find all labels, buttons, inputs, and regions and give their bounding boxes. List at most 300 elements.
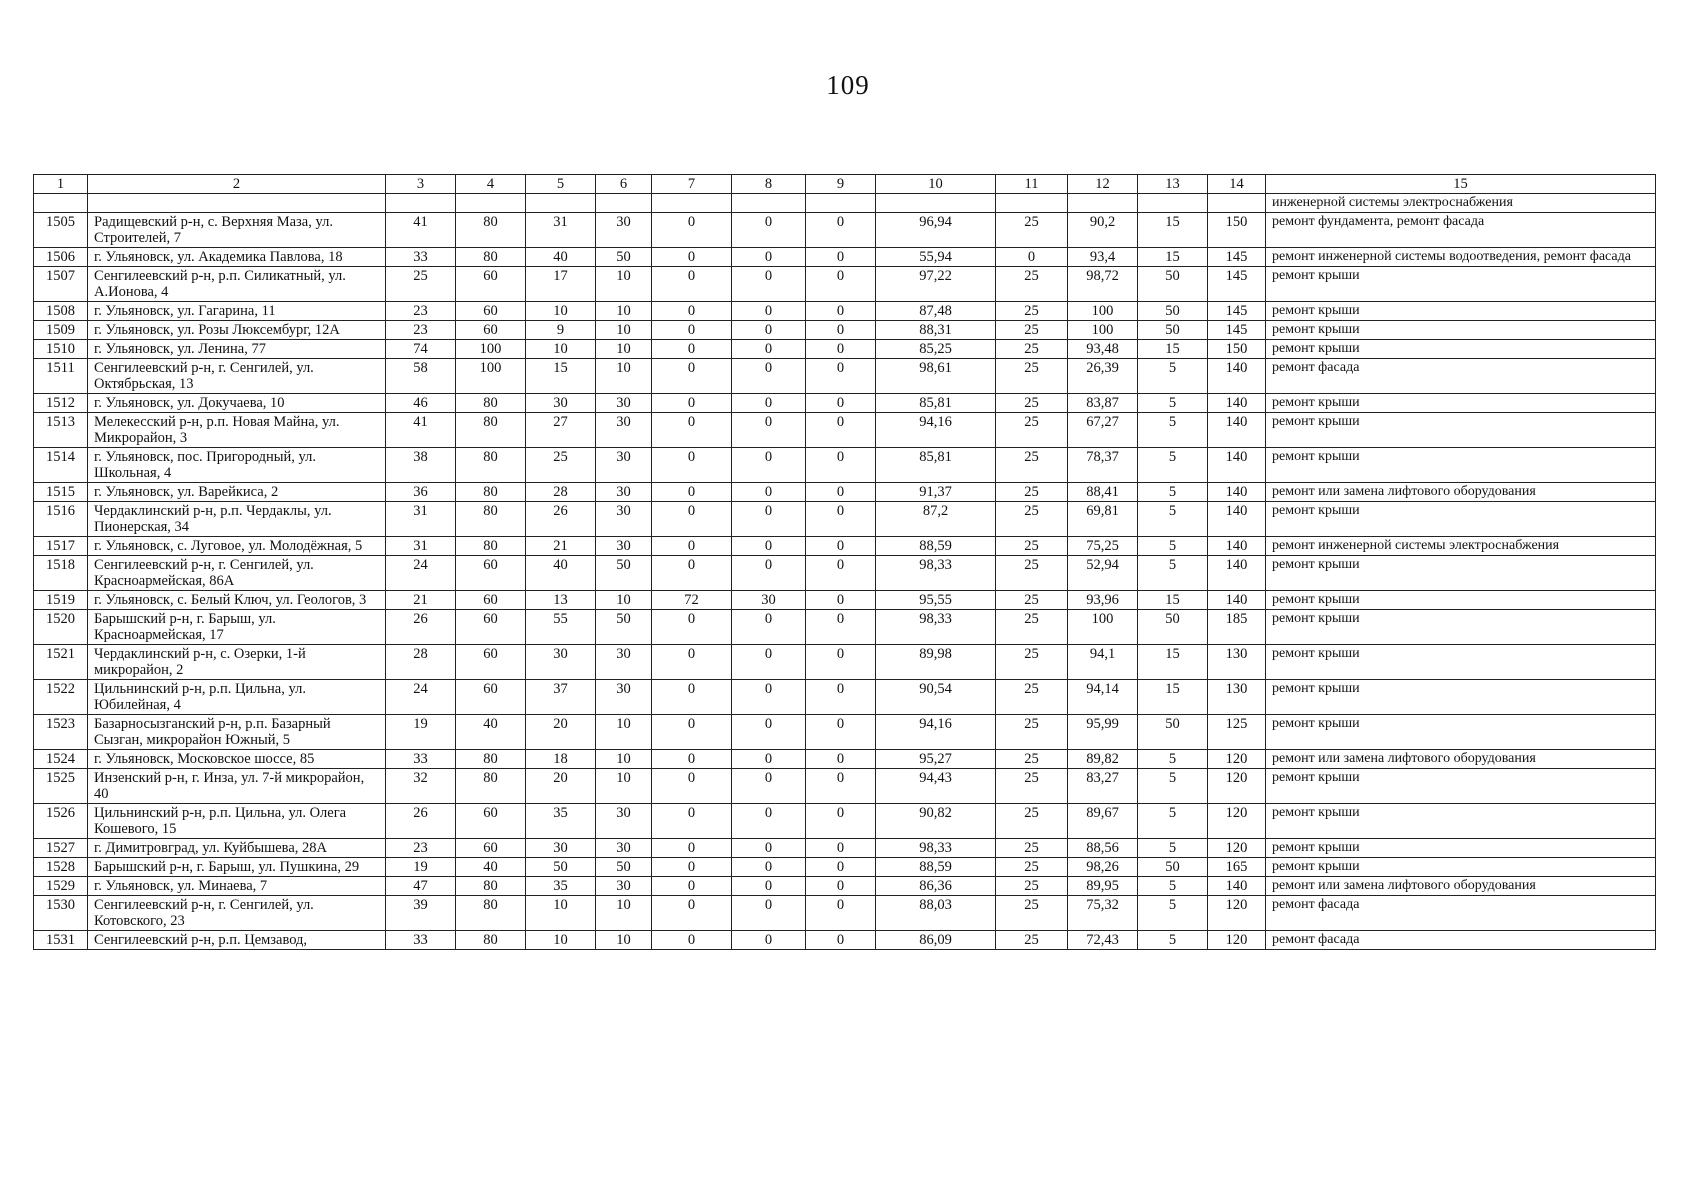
- table-cell: 5: [1138, 537, 1208, 556]
- table-cell: 60: [456, 610, 526, 645]
- table-cell: 0: [652, 359, 732, 394]
- table-cell: ремонт фундамента, ремонт фасада: [1266, 213, 1656, 248]
- table-cell: 10: [596, 931, 652, 950]
- table-cell: 1525: [34, 769, 88, 804]
- table-cell: 10: [596, 267, 652, 302]
- column-header-row: [34, 175, 1656, 194]
- table-cell: 0: [732, 804, 806, 839]
- table-cell: 33: [386, 248, 456, 267]
- table-cell: 100: [1068, 321, 1138, 340]
- table-cell: [88, 194, 386, 213]
- table-cell: 1526: [34, 804, 88, 839]
- table-cell: Сенгилеевский р-н, г. Сенгилей, ул. Красноармейская, 86А: [88, 556, 386, 591]
- table-cell: 1512: [34, 394, 88, 413]
- table-cell: [732, 194, 806, 213]
- table-row: [34, 248, 1656, 267]
- table-cell: 32: [386, 769, 456, 804]
- table-cell: 90,2: [1068, 213, 1138, 248]
- table-cell: 30: [732, 591, 806, 610]
- table-cell: г. Ульяновск, ул. Докучаева, 10: [88, 394, 386, 413]
- table-cell: ремонт крыши: [1266, 591, 1656, 610]
- table-cell: ремонт крыши: [1266, 556, 1656, 591]
- table-cell: 83,27: [1068, 769, 1138, 804]
- table-cell: 15: [1138, 645, 1208, 680]
- table-cell: 98,61: [876, 359, 996, 394]
- table-cell: 88,31: [876, 321, 996, 340]
- table-cell: 25: [996, 413, 1068, 448]
- table-cell: 30: [596, 839, 652, 858]
- table-cell: 19: [386, 715, 456, 750]
- table-cell: 58: [386, 359, 456, 394]
- table-cell: 0: [806, 321, 876, 340]
- table-cell: 95,99: [1068, 715, 1138, 750]
- table-cell: 0: [652, 804, 732, 839]
- table-cell: 0: [806, 839, 876, 858]
- table-cell: 60: [456, 556, 526, 591]
- table-cell: 10: [526, 931, 596, 950]
- table-cell: 0: [806, 267, 876, 302]
- table-cell: 91,37: [876, 483, 996, 502]
- table-cell: 23: [386, 839, 456, 858]
- table-cell: Сенгилеевский р-н, г. Сенгилей, ул. Октябрьская, 13: [88, 359, 386, 394]
- table-cell: 21: [386, 591, 456, 610]
- table-cell: 10: [596, 896, 652, 931]
- table-cell: 0: [652, 839, 732, 858]
- table-cell: 0: [732, 931, 806, 950]
- table-row: [34, 213, 1656, 248]
- table-cell: 140: [1208, 448, 1266, 483]
- table-cell: 80: [456, 248, 526, 267]
- table-cell: 25: [996, 680, 1068, 715]
- table-cell: 50: [1138, 267, 1208, 302]
- table-cell: 0: [732, 213, 806, 248]
- column-header: 12: [1068, 175, 1138, 194]
- table-cell: 41: [386, 413, 456, 448]
- table-cell: 140: [1208, 556, 1266, 591]
- table-cell: 1508: [34, 302, 88, 321]
- table-cell: 36: [386, 483, 456, 502]
- table-cell: 0: [652, 537, 732, 556]
- table-cell: 25: [996, 804, 1068, 839]
- table-cell: ремонт крыши: [1266, 302, 1656, 321]
- table-cell: 0: [732, 715, 806, 750]
- table-row: [34, 877, 1656, 896]
- table-cell: 5: [1138, 413, 1208, 448]
- table-cell: 5: [1138, 804, 1208, 839]
- table-cell: 80: [456, 448, 526, 483]
- table-cell: 5: [1138, 502, 1208, 537]
- table-cell: 130: [1208, 645, 1266, 680]
- table-cell: [526, 194, 596, 213]
- table-cell: 0: [806, 680, 876, 715]
- table-cell: Чердаклинский р-н, р.п. Чердаклы, ул. Пионерская, 34: [88, 502, 386, 537]
- table-cell: 0: [806, 359, 876, 394]
- table-cell: 0: [732, 877, 806, 896]
- table-cell: 38: [386, 448, 456, 483]
- table-cell: Барышский р-н, г. Барыш, ул. Пушкина, 29: [88, 858, 386, 877]
- table-cell: 72,43: [1068, 931, 1138, 950]
- table-cell: 10: [596, 321, 652, 340]
- table-cell: 0: [652, 680, 732, 715]
- table-cell: 86,09: [876, 931, 996, 950]
- table-cell: 90,54: [876, 680, 996, 715]
- table-cell: г. Ульяновск, ул. Розы Люксембург, 12А: [88, 321, 386, 340]
- table-cell: 0: [732, 359, 806, 394]
- table-cell: 25: [386, 267, 456, 302]
- table-cell: 98,26: [1068, 858, 1138, 877]
- table-cell: 25: [526, 448, 596, 483]
- table-cell: 80: [456, 877, 526, 896]
- table-cell: 0: [806, 556, 876, 591]
- table-cell: 0: [652, 413, 732, 448]
- table-cell: 30: [596, 483, 652, 502]
- table-cell: 1521: [34, 645, 88, 680]
- table-cell: 31: [386, 502, 456, 537]
- table-cell: 0: [996, 248, 1068, 267]
- table-cell: 98,33: [876, 839, 996, 858]
- table-cell: 120: [1208, 804, 1266, 839]
- table-cell: 1507: [34, 267, 88, 302]
- table-cell: 0: [806, 502, 876, 537]
- table-cell: 31: [386, 537, 456, 556]
- table-cell: 0: [732, 858, 806, 877]
- table-cell: 9: [526, 321, 596, 340]
- table-cell: 94,16: [876, 413, 996, 448]
- table-cell: 30: [596, 680, 652, 715]
- table-cell: 0: [806, 896, 876, 931]
- table-cell: 86,36: [876, 877, 996, 896]
- table-cell: 140: [1208, 359, 1266, 394]
- table-cell: 40: [456, 715, 526, 750]
- table-cell: 27: [526, 413, 596, 448]
- table-cell: 1509: [34, 321, 88, 340]
- table-cell: 25: [996, 267, 1068, 302]
- table-cell: 10: [526, 896, 596, 931]
- table-cell: [996, 194, 1068, 213]
- table-cell: 0: [652, 769, 732, 804]
- table-cell: 25: [996, 556, 1068, 591]
- table-cell: 94,1: [1068, 645, 1138, 680]
- table-cell: 0: [652, 248, 732, 267]
- table-cell: 18: [526, 750, 596, 769]
- table-cell: 24: [386, 556, 456, 591]
- table-cell: 0: [652, 645, 732, 680]
- table-cell: 94,43: [876, 769, 996, 804]
- table-cell: 23: [386, 321, 456, 340]
- table-cell: 1519: [34, 591, 88, 610]
- table-cell: 98,33: [876, 556, 996, 591]
- table-cell: 145: [1208, 267, 1266, 302]
- table-cell: 50: [596, 556, 652, 591]
- table-cell: 93,4: [1068, 248, 1138, 267]
- table-cell: 0: [806, 537, 876, 556]
- table-cell: 35: [526, 804, 596, 839]
- table-cell: 5: [1138, 359, 1208, 394]
- table-cell: 25: [996, 896, 1068, 931]
- table-cell: 0: [732, 394, 806, 413]
- table-cell: 33: [386, 931, 456, 950]
- table-row: [34, 359, 1656, 394]
- table-cell: 80: [456, 483, 526, 502]
- table-cell: 0: [732, 610, 806, 645]
- table-cell: 80: [456, 931, 526, 950]
- table-cell: 20: [526, 715, 596, 750]
- table-cell: 85,81: [876, 394, 996, 413]
- table-cell: ремонт крыши: [1266, 645, 1656, 680]
- table-cell: 25: [996, 213, 1068, 248]
- table-cell: 15: [1138, 248, 1208, 267]
- table-cell: 80: [456, 213, 526, 248]
- table-cell: 60: [456, 839, 526, 858]
- table-cell: 0: [652, 321, 732, 340]
- table-cell: [1068, 194, 1138, 213]
- table-cell: г. Ульяновск, с. Луговое, ул. Молодёжная, 5: [88, 537, 386, 556]
- table-cell: [806, 194, 876, 213]
- table-row: [34, 267, 1656, 302]
- table-cell: 30: [596, 448, 652, 483]
- table-cell: г. Димитровград, ул. Куйбышева, 28А: [88, 839, 386, 858]
- table-cell: ремонт крыши: [1266, 321, 1656, 340]
- table-cell: г. Ульяновск, Московское шоссе, 85: [88, 750, 386, 769]
- continuation-row: [34, 194, 1656, 213]
- column-header: 8: [732, 175, 806, 194]
- table-cell: 0: [652, 448, 732, 483]
- table-body: [34, 175, 1656, 950]
- table-cell: 87,2: [876, 502, 996, 537]
- table-cell: 50: [1138, 302, 1208, 321]
- table-row: [34, 502, 1656, 537]
- table-cell: 0: [806, 858, 876, 877]
- column-header: 7: [652, 175, 732, 194]
- table-cell: 88,59: [876, 858, 996, 877]
- table-cell: Радищевский р-н, с. Верхняя Маза, ул. Строителей, 7: [88, 213, 386, 248]
- table-cell: 30: [596, 213, 652, 248]
- table-cell: 80: [456, 394, 526, 413]
- table-cell: 165: [1208, 858, 1266, 877]
- table-cell: 60: [456, 804, 526, 839]
- table-cell: 10: [596, 769, 652, 804]
- table-row: [34, 591, 1656, 610]
- register-table: [33, 174, 1656, 950]
- table-cell: 1520: [34, 610, 88, 645]
- table-cell: 25: [996, 610, 1068, 645]
- column-header: 1: [34, 175, 88, 194]
- table-cell: 89,82: [1068, 750, 1138, 769]
- table-cell: 75,25: [1068, 537, 1138, 556]
- table-cell: 1518: [34, 556, 88, 591]
- column-header: 4: [456, 175, 526, 194]
- table-cell: 0: [806, 483, 876, 502]
- table-cell: 60: [456, 591, 526, 610]
- column-header: 13: [1138, 175, 1208, 194]
- table-cell: 50: [1138, 715, 1208, 750]
- table-cell: 0: [806, 591, 876, 610]
- table-cell: 5: [1138, 896, 1208, 931]
- table-cell: ремонт или замена лифтового оборудования: [1266, 483, 1656, 502]
- table-cell: 140: [1208, 502, 1266, 537]
- table-cell: 93,48: [1068, 340, 1138, 359]
- table-cell: [34, 194, 88, 213]
- table-cell: 25: [996, 769, 1068, 804]
- table-cell: ремонт крыши: [1266, 769, 1656, 804]
- table-cell: 120: [1208, 896, 1266, 931]
- table-cell: 60: [456, 680, 526, 715]
- table-cell: ремонт или замена лифтового оборудования: [1266, 877, 1656, 896]
- table-row: [34, 769, 1656, 804]
- table-cell: 21: [526, 537, 596, 556]
- table-row: [34, 537, 1656, 556]
- table-cell: [1208, 194, 1266, 213]
- table-cell: 0: [806, 750, 876, 769]
- table-cell: 1510: [34, 340, 88, 359]
- table-cell: 1513: [34, 413, 88, 448]
- table-row: [34, 715, 1656, 750]
- table-cell: 0: [732, 645, 806, 680]
- table-cell: 0: [806, 394, 876, 413]
- table-cell: 0: [806, 302, 876, 321]
- table-cell: 1515: [34, 483, 88, 502]
- table-cell: 0: [652, 302, 732, 321]
- table-cell: ремонт крыши: [1266, 680, 1656, 715]
- table-row: [34, 448, 1656, 483]
- table-cell: г. Ульяновск, ул. Минаева, 7: [88, 877, 386, 896]
- table-cell: 78,37: [1068, 448, 1138, 483]
- table-cell: 5: [1138, 483, 1208, 502]
- table-cell: 88,56: [1068, 839, 1138, 858]
- table-cell: 0: [806, 448, 876, 483]
- table-cell: 5: [1138, 931, 1208, 950]
- table-cell: ремонт инженерной системы электроснабжения: [1266, 537, 1656, 556]
- table-cell: 55,94: [876, 248, 996, 267]
- table-cell: 130: [1208, 680, 1266, 715]
- table-cell: 25: [996, 931, 1068, 950]
- table-cell: 1516: [34, 502, 88, 537]
- table-cell: 0: [652, 858, 732, 877]
- table-row: [34, 302, 1656, 321]
- table-cell: 30: [596, 413, 652, 448]
- table-cell: 15: [1138, 340, 1208, 359]
- table-row: [34, 750, 1656, 769]
- table-cell: 55: [526, 610, 596, 645]
- table-cell: 145: [1208, 321, 1266, 340]
- table-cell: 47: [386, 877, 456, 896]
- table-cell: 1529: [34, 877, 88, 896]
- column-header: 3: [386, 175, 456, 194]
- table-cell: Сенгилеевский р-н, г. Сенгилей, ул. Котовского, 23: [88, 896, 386, 931]
- table-cell: 95,55: [876, 591, 996, 610]
- table-cell: ремонт крыши: [1266, 340, 1656, 359]
- table-cell: 0: [652, 394, 732, 413]
- table-cell: 25: [996, 502, 1068, 537]
- table-cell: 95,27: [876, 750, 996, 769]
- table-cell: 89,67: [1068, 804, 1138, 839]
- table-cell: 80: [456, 537, 526, 556]
- table-cell: г. Ульяновск, ул. Гагарина, 11: [88, 302, 386, 321]
- table-cell: 50: [526, 858, 596, 877]
- table-cell: 20: [526, 769, 596, 804]
- table-cell: 1531: [34, 931, 88, 950]
- table-cell: 140: [1208, 537, 1266, 556]
- table-cell: ремонт крыши: [1266, 394, 1656, 413]
- table-cell: 5: [1138, 394, 1208, 413]
- table-cell: 30: [596, 537, 652, 556]
- table-cell: 89,95: [1068, 877, 1138, 896]
- table-cell: 145: [1208, 302, 1266, 321]
- table-cell: 10: [596, 359, 652, 394]
- table-cell: 120: [1208, 769, 1266, 804]
- table-cell: 0: [806, 213, 876, 248]
- table-cell: 50: [1138, 610, 1208, 645]
- table-cell: Барышский р-н, г. Барыш, ул. Красноармейская, 17: [88, 610, 386, 645]
- table-cell: ремонт крыши: [1266, 502, 1656, 537]
- table-cell: 0: [732, 680, 806, 715]
- table-cell: 0: [732, 537, 806, 556]
- table-cell: 1528: [34, 858, 88, 877]
- table-cell: 30: [526, 645, 596, 680]
- table-cell: 25: [996, 839, 1068, 858]
- table-cell: 0: [652, 340, 732, 359]
- table-cell: 88,03: [876, 896, 996, 931]
- table-cell: 0: [652, 750, 732, 769]
- table-cell: 10: [596, 750, 652, 769]
- table-row: [34, 394, 1656, 413]
- table-cell: 97,22: [876, 267, 996, 302]
- table-cell: 31: [526, 213, 596, 248]
- table-cell: 40: [526, 248, 596, 267]
- table-cell: 0: [806, 248, 876, 267]
- table-cell: 1530: [34, 896, 88, 931]
- table-cell: 83,87: [1068, 394, 1138, 413]
- table-cell: инженерной системы электроснабжения: [1266, 194, 1656, 213]
- table-cell: 69,81: [1068, 502, 1138, 537]
- table-cell: 125: [1208, 715, 1266, 750]
- table-cell: 85,25: [876, 340, 996, 359]
- table-cell: 80: [456, 896, 526, 931]
- table-cell: 30: [596, 645, 652, 680]
- table-cell: 13: [526, 591, 596, 610]
- table-cell: 30: [596, 877, 652, 896]
- table-cell: 25: [996, 877, 1068, 896]
- table-cell: 0: [732, 896, 806, 931]
- table-cell: 100: [1068, 302, 1138, 321]
- table-cell: г. Ульяновск, ул. Ленина, 77: [88, 340, 386, 359]
- table-cell: 41: [386, 213, 456, 248]
- table-row: [34, 413, 1656, 448]
- table-cell: 90,82: [876, 804, 996, 839]
- table-cell: 0: [732, 321, 806, 340]
- table-cell: 0: [806, 877, 876, 896]
- table-cell: 140: [1208, 394, 1266, 413]
- table-cell: 1517: [34, 537, 88, 556]
- table-cell: ремонт крыши: [1266, 715, 1656, 750]
- table-cell: 0: [732, 302, 806, 321]
- table-cell: 80: [456, 502, 526, 537]
- table-cell: 5: [1138, 839, 1208, 858]
- table-cell: ремонт крыши: [1266, 839, 1656, 858]
- table-cell: 28: [526, 483, 596, 502]
- table-row: [34, 645, 1656, 680]
- table-cell: 1527: [34, 839, 88, 858]
- table-cell: 140: [1208, 877, 1266, 896]
- table-cell: [1138, 194, 1208, 213]
- table-cell: 0: [732, 483, 806, 502]
- table-cell: 140: [1208, 483, 1266, 502]
- table-cell: 25: [996, 321, 1068, 340]
- table-cell: ремонт крыши: [1266, 610, 1656, 645]
- table-cell: 15: [526, 359, 596, 394]
- table-cell: 10: [596, 715, 652, 750]
- table-cell: 26: [386, 610, 456, 645]
